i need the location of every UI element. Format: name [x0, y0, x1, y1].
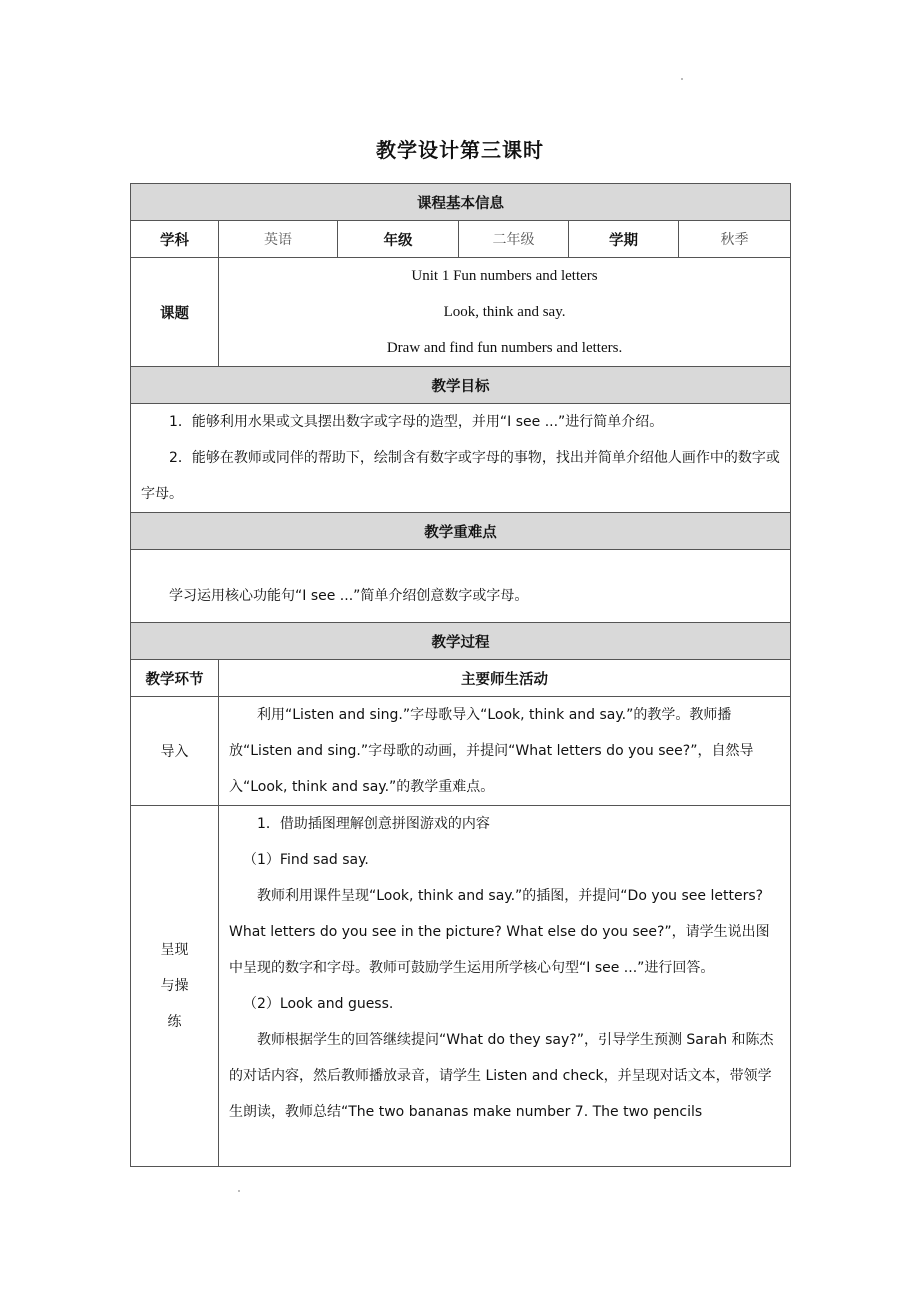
topic-row: [131, 258, 791, 367]
key-points-row: [131, 550, 791, 623]
basic-info-header-row: [131, 184, 791, 221]
activity-paragraph: 教师利用课件呈现“Look, think and say.”的插图，并提问“Do you see letters? What letters do you see in the picture? What else do you see?”，请学生说出图中呈现的数字和字母。教师可鼓励学生运用所学核心句型“I see ...”进行回答。: [229, 888, 770, 976]
activity-paragraph: （2）Look and guess.: [243, 996, 394, 1012]
topic-label: 课题: [131, 258, 219, 367]
objective-item: 2．能够在教师或同伴的帮助下，绘制含有数字或字母的事物，找出并简单介绍他人画作中的数字或字母。: [141, 450, 780, 502]
activity-paragraph: 利用“Listen and sing.”字母歌导入“Look, think and say.”的教学。教师播放“Listen and sing.”字母歌的动画，并提问“What letters do you see?”，自然导入“Look, think and say.”的教学重难点。: [229, 707, 754, 795]
grade-label: 年级: [338, 221, 459, 258]
activity-column-header: 主要师生活动: [219, 660, 791, 697]
topic-line: Unit 1 Fun numbers and letters: [411, 268, 598, 284]
page-title: 教学设计第三课时: [376, 138, 544, 162]
topic-line: Look, think and say.: [443, 304, 566, 320]
activity-paragraph: （1）Find sad say.: [243, 852, 369, 868]
basic-info-header: 课程基本信息: [131, 184, 791, 221]
process-header: 教学过程: [131, 623, 791, 660]
basic-info-row: [131, 221, 791, 258]
process-header-row: [131, 623, 791, 660]
stage-column-header: 教学环节: [131, 660, 219, 697]
topic-value: [219, 258, 791, 367]
objectives-header-row: [131, 367, 791, 404]
subject-value: 英语: [219, 221, 338, 258]
objective-item: 1．能够利用水果或文具摆出数字或字母的造型，并用“I see ...”进行简单介绍。: [169, 414, 664, 430]
page-mark-bottom: [238, 1190, 240, 1192]
subject-label: 学科: [131, 221, 219, 258]
activity-paragraph: 1．借助插图理解创意拼图游戏的内容: [257, 816, 490, 832]
objectives-content: [131, 404, 791, 513]
stage-name-text: 呈现与操练: [160, 942, 189, 1030]
grade-value: 二年级: [459, 221, 569, 258]
process-columns-row: [131, 660, 791, 697]
page-mark-top: [681, 78, 683, 80]
term-value: 秋季: [679, 221, 791, 258]
topic-line: Draw and find fun numbers and letters.: [386, 340, 623, 356]
stage-activity: [219, 806, 791, 1167]
activity-paragraph: 教师根据学生的回答继续提问“What do they say?”，引导学生预测 Sarah 和陈杰的对话内容，然后教师播放录音，请学生 Listen and check，并呈现对话文本，带领学生朗读，教师总结“The two bananas make number 7. The two pencils: [229, 1032, 774, 1120]
objectives-row: [131, 404, 791, 513]
key-points-text: 学习运用核心功能句“I see ...”简单介绍创意数字或字母。: [169, 588, 529, 604]
objectives-header: 教学目标: [131, 367, 791, 404]
stage-name: [131, 806, 219, 1167]
stage-name: 导入: [131, 697, 219, 806]
key-points-content: [131, 550, 791, 623]
term-label: 学期: [569, 221, 679, 258]
process-row-practice: [131, 806, 791, 1167]
key-points-header: 教学重难点: [131, 513, 791, 550]
stage-activity: [219, 697, 791, 806]
lesson-plan-table: [130, 183, 791, 1167]
process-row-intro: [131, 697, 791, 806]
key-points-header-row: [131, 513, 791, 550]
